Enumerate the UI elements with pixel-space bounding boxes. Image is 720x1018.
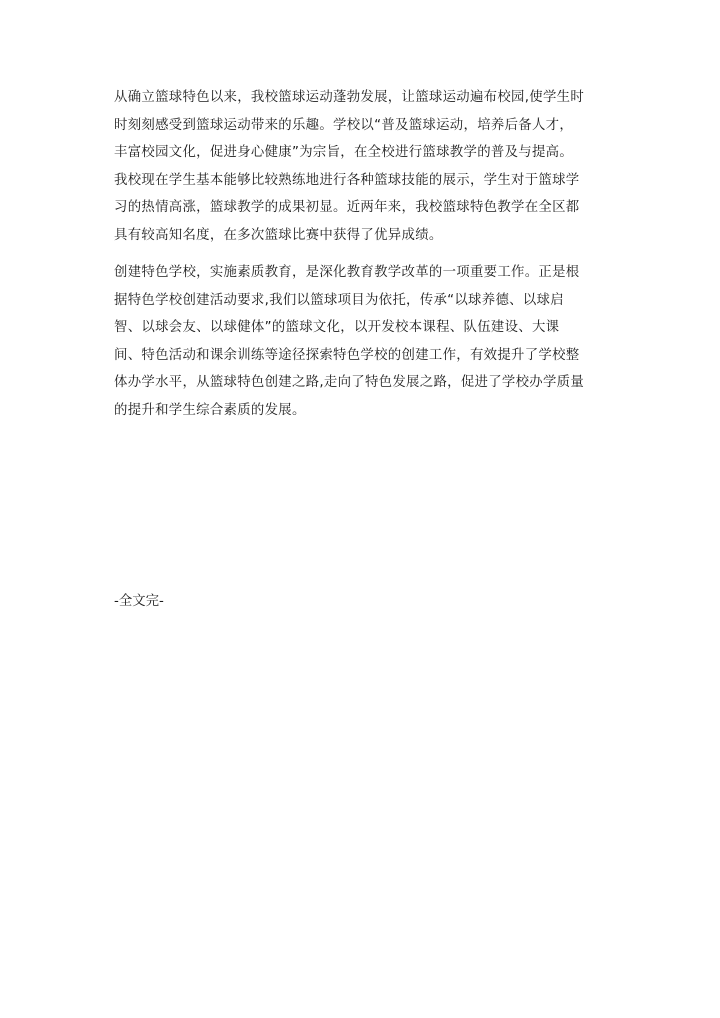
- text-line: 间、特色活动和课余训练等途径探索特色学校的创建工作，有效提升了学校整: [114, 347, 580, 363]
- text-line: 时刻刻感受到篮球运动带来的乐趣。学校以“普及篮球运动，培养后备人才，: [114, 117, 574, 133]
- text-line: 体办学水平，从篮球特色创建之路,走向了特色发展之路，促进了学校办学质量: [114, 375, 585, 390]
- document-body: [114, 84, 614, 424]
- text-line: 具有较高知名度，在多次篮球比赛中获得了优异成绩。: [114, 227, 443, 243]
- text-line: 从确立篮球特色以来，我校篮球运动蓬勃发展，让篮球运动遍布校园,使学生时: [114, 90, 585, 105]
- paragraph: [114, 84, 614, 249]
- text-line: 我校现在学生基本能够比较熟练地进行各种篮球技能的展示，学生对于篮球学: [114, 172, 580, 188]
- text-line: 智、以球会友、以球健体”的篮球文化，以开发校本课程、队伍建设、大课: [114, 320, 560, 335]
- end-of-document-mark: -全文完-: [114, 594, 164, 609]
- text-line: 习的热情高涨，篮球教学的成果初显。近两年来，我校篮球特色教学在全区都: [114, 200, 580, 215]
- text-line: 创建特色学校，实施素质教育，是深化教育教学改革的一项重要工作。正是根: [114, 265, 580, 280]
- paragraph-spacer: [114, 249, 614, 259]
- text-line: 丰富校园文化，促进身心健康”为宗旨，在全校进行篮球教学的普及与提高。: [114, 145, 574, 160]
- text-line: 据特色学校创建活动要求,我们以篮球项目为依托，传承“以球养德、以球启: [114, 292, 564, 308]
- paragraph: [114, 259, 614, 424]
- text-line: 的提升和学生综合素质的发展。: [114, 402, 306, 418]
